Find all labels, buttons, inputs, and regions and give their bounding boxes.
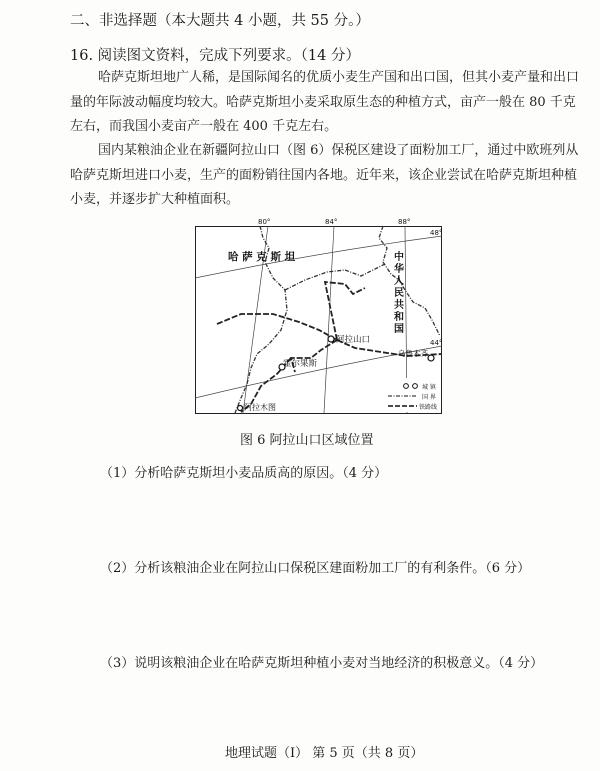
- section-heading: 二、非选择题（本大题共 4 小题，共 55 分。）: [70, 13, 370, 29]
- legend-border: 国 界: [422, 394, 436, 401]
- svg-text:民: 民: [394, 288, 404, 299]
- svg-text:人: 人: [394, 276, 404, 287]
- svg-text:国: 国: [394, 324, 404, 335]
- urumqi-marker: [428, 355, 434, 361]
- question-paragraph-2: 国内某粮油企业在新疆阿拉山口（图 6）保税区建设了面粉加工厂，通过中欧班列从哈萨克斯坦进口小麦，生产的面粉销往国内各地。近年来，该企业尝试在哈萨克斯坦种植小麦，并逐步扩大种植面积。: [70, 143, 579, 207]
- sub-question-1: （1）分析哈萨克斯坦小麦品质高的原因。（4 分）: [100, 466, 388, 481]
- lat-label-44: 44°: [430, 339, 442, 347]
- svg-text:共: 共: [394, 300, 404, 311]
- legend-railway: 铁路线: [419, 404, 438, 411]
- legend-city: 城 镇: [422, 384, 436, 391]
- lon-label-88: 88°: [398, 218, 411, 226]
- city-label-alashankou: 阿拉山口: [336, 335, 371, 345]
- page-footer: 地理试题（Ⅰ） 第 5 页（共 8 页）: [225, 746, 424, 761]
- lon-label-84: 84°: [325, 218, 338, 226]
- country-china: [394, 250, 404, 335]
- alashankou-marker: [328, 336, 334, 342]
- sub-question-2: （2）分析该粮油企业在阿拉山口保税区建面粉加工厂的有利条件。（6 分）: [100, 561, 531, 576]
- question-title: 16. 阅读图文资料，完成下列要求。（14 分）: [70, 48, 360, 64]
- region-map: [195, 218, 442, 414]
- country-kazakhstan: 哈 萨 克 斯 坦: [228, 251, 296, 263]
- figure-caption: 图 6 阿拉山口区域位置: [240, 433, 374, 448]
- city-label-khorgos: 霍尔果斯: [283, 359, 318, 369]
- map-legend: [379, 378, 441, 412]
- svg-text:中: 中: [394, 252, 404, 263]
- city-label-urumqi: 乌鲁木齐: [398, 349, 428, 358]
- sub-question-3: （3）说明该粮油企业在哈萨克斯坦种植小麦对当地经济的积极意义。（4 分）: [100, 656, 544, 671]
- question-paragraph-1: 哈萨克斯坦地广人稀，是国际闻名的优质小麦生产国和出口国，但其小麦产量和出口量的年际波动幅度均较大。哈萨克斯坦小麦采取原生态的种植方式，亩产一般在 80 千克左右，而我国小麦亩产一般在 400 千克左右。: [70, 70, 580, 134]
- lat-label-48: 48°: [430, 229, 442, 237]
- almaty-marker: [238, 406, 243, 411]
- svg-text:华: 华: [394, 264, 404, 275]
- svg-text:和: 和: [394, 312, 404, 323]
- lon-label-80: 80°: [258, 218, 271, 226]
- city-label-almaty: 阿拉木图: [244, 403, 276, 412]
